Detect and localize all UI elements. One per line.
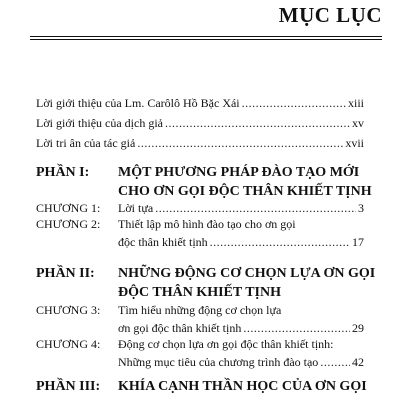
toc-chapter-1[interactable] <box>36 200 364 216</box>
chapter-title-line <box>118 320 364 336</box>
part-title-line: NHỮNG ĐỘNG CƠ CHỌN LỰA ƠN GỌI <box>118 266 376 281</box>
title-rule <box>30 36 382 37</box>
chapter-label: CHƯƠNG 4: <box>36 337 101 351</box>
page-title: MỤC LỤC <box>278 3 382 27</box>
chapter-label: CHƯƠNG 3: <box>36 303 101 317</box>
chapter-page: 17 <box>352 235 364 249</box>
chapter-page: 3 <box>358 201 364 215</box>
toc-entry-page: xiii <box>347 96 364 110</box>
chapter-title-line <box>118 216 364 232</box>
toc-entry-page: xv <box>352 116 364 130</box>
part-label: PHẦN III: <box>36 379 101 394</box>
chapter-title-line <box>118 200 364 216</box>
dot-leader <box>137 136 343 150</box>
dot-leader <box>210 234 350 250</box>
toc-chapter-3[interactable] <box>36 302 364 336</box>
chapter-title-line <box>118 336 364 352</box>
chapter-label: CHƯƠNG 1: <box>36 201 101 215</box>
part-label: PHẦN I: <box>36 165 90 180</box>
part-title-line: MỘT PHƯƠNG PHÁP ĐÀO TẠO MỚI <box>118 165 360 180</box>
dot-leader <box>155 200 356 216</box>
chapter-title-text: Thiết lập mô hình đào tạo cho ơn gọi <box>118 217 296 231</box>
chapter-title-text: Những mục tiêu của chương trình đào tạo <box>118 355 319 369</box>
chapter-title-text: độc thân khiết tịnh <box>118 235 208 249</box>
part-label: PHẦN II: <box>36 266 95 281</box>
toc-chapter-4[interactable] <box>36 336 364 370</box>
toc-entry-label: Lời giới thiệu của dịch giả <box>36 116 163 130</box>
part-title-line: KHÍA CẠNH THẦN HỌC CỦA ƠN GỌI <box>118 379 367 394</box>
dot-leader <box>320 354 350 370</box>
toc-entry-acknowledgements[interactable] <box>36 136 364 150</box>
chapter-page: 42 <box>352 355 364 369</box>
chapter-title-line <box>118 354 364 370</box>
part-title-line: CHO ƠN GỌI ĐỘC THÂN KHIẾT TỊNH <box>118 184 372 199</box>
toc-entry-label: Lời tri ân của tác giả <box>36 136 136 150</box>
toc-entry-translator-foreword[interactable] <box>36 116 364 130</box>
part-title-line: ĐỘC THÂN KHIẾT TỊNH <box>118 285 281 300</box>
dot-leader <box>243 320 350 336</box>
chapter-page: 29 <box>352 321 364 335</box>
dot-leader <box>165 116 350 130</box>
toc-entry-label: Lời giới thiệu của Lm. Carôlô Hồ Bặc Xái <box>36 96 240 110</box>
chapter-label: CHƯƠNG 2: <box>36 217 101 231</box>
chapter-title-line <box>118 302 364 318</box>
chapter-title-text: Tìm hiểu những động cơ chọn lựa <box>118 303 282 317</box>
dot-leader <box>242 96 346 110</box>
toc-entry-foreword-carolo[interactable] <box>36 96 364 110</box>
chapter-title-line <box>118 234 364 250</box>
chapter-title-text: ơn gọi độc thân khiết tịnh <box>118 321 242 335</box>
title-rule-thin <box>30 39 382 40</box>
toc-chapter-2[interactable] <box>36 216 364 248</box>
toc-entry-page: xvii <box>345 136 364 150</box>
chapter-title-text: Lời tựa <box>118 201 154 215</box>
chapter-title-text: Động cơ chọn lựa ơn gọi độc thân khiết tịnh: <box>118 337 334 351</box>
